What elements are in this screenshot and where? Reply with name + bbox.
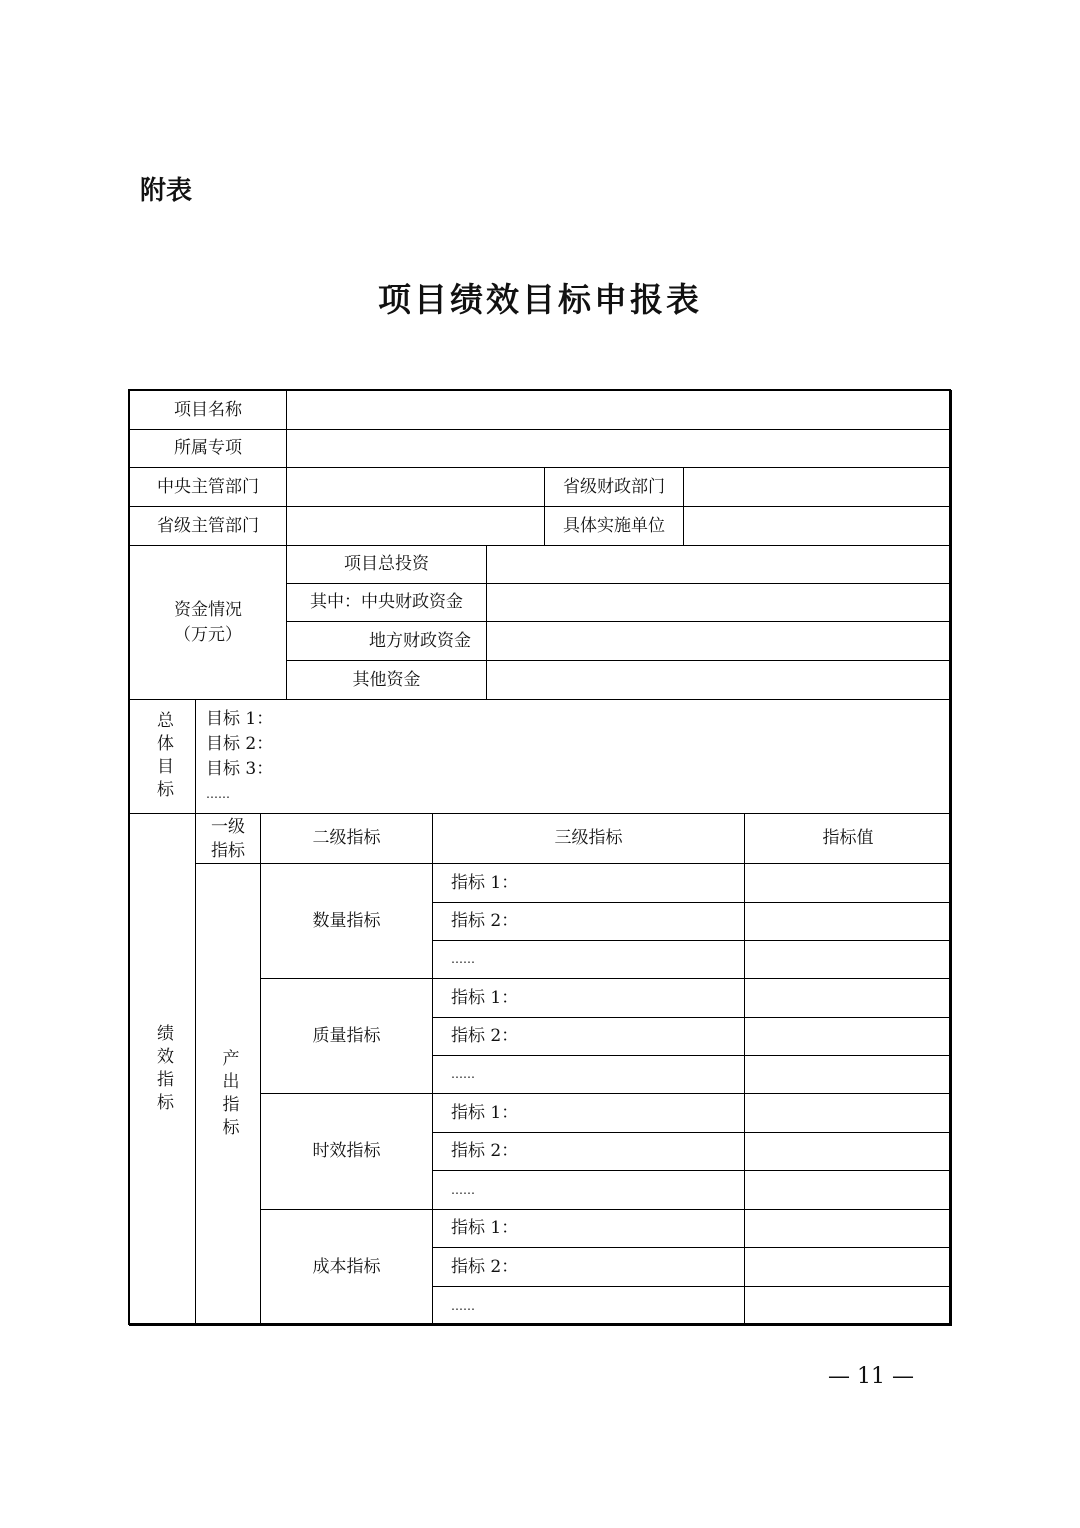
label-local-funds: 地方财政资金 (286, 621, 487, 661)
indicator-item: 指标 1： (432, 978, 745, 1018)
group-quantity: 数量指标 (260, 863, 433, 979)
field-prov-finance-dept[interactable] (683, 467, 952, 507)
header-level2: 二级指标 (260, 813, 433, 864)
indicator-item: 指标 2： (432, 1247, 745, 1287)
label-project-name: 项目名称 (129, 390, 287, 430)
header-level3: 三级指标 (432, 813, 745, 864)
page-number: — 11 — (828, 1364, 914, 1389)
value-field[interactable] (744, 1247, 952, 1287)
value-field[interactable] (744, 902, 952, 941)
label-central-funds: 其中：中央财政资金 (286, 583, 487, 622)
group-quality: 质量指标 (260, 978, 433, 1094)
value-field[interactable] (744, 1209, 952, 1248)
value-field[interactable] (744, 863, 952, 903)
page-title: 项目绩效目标申报表 (378, 280, 702, 319)
indicator-item: …… (432, 1055, 745, 1094)
indicator-item: 指标 1： (432, 1093, 745, 1133)
field-local-funds[interactable] (486, 621, 952, 661)
group-cost: 成本指标 (260, 1209, 433, 1326)
field-special-item[interactable] (286, 429, 952, 468)
label-prov-finance-dept: 省级财政部门 (544, 467, 684, 507)
label-output-indicators: 产出指标 (195, 863, 261, 1326)
field-impl-unit[interactable] (683, 506, 952, 546)
indicator-item: 指标 1： (432, 863, 745, 903)
label-funding (129, 545, 287, 700)
goal-3: 目标 3： (206, 758, 274, 779)
appendix-label: 附表 (140, 176, 193, 206)
indicator-item: …… (432, 940, 745, 979)
label-other-funds: 其他资金 (286, 660, 487, 700)
goal-more: …… (206, 786, 230, 801)
value-field[interactable] (744, 1093, 952, 1133)
header-level1: 一级指标 (195, 813, 261, 864)
funding-label-line1: 资金情况 (174, 599, 242, 620)
funding-label-line2: （万元） (174, 624, 242, 645)
label-overall-goals: 总体目标 (129, 699, 196, 814)
value-field[interactable] (744, 1055, 952, 1094)
label-total-investment: 项目总投资 (286, 545, 487, 584)
value-field[interactable] (744, 1017, 952, 1056)
goal-1: 目标 1： (206, 708, 274, 729)
indicator-item: 指标 2： (432, 902, 745, 941)
performance-target-table (128, 389, 951, 1325)
goal-2: 目标 2： (206, 733, 274, 754)
group-timeliness: 时效指标 (260, 1093, 433, 1210)
value-field[interactable] (744, 1286, 952, 1326)
indicator-item: …… (432, 1286, 745, 1326)
field-central-funds[interactable] (486, 583, 952, 622)
value-field[interactable] (744, 978, 952, 1018)
label-impl-unit: 具体实施单位 (544, 506, 684, 546)
field-project-name[interactable] (286, 390, 952, 430)
field-prov-dept[interactable] (286, 506, 545, 546)
field-total-investment[interactable] (486, 545, 952, 584)
field-other-funds[interactable] (486, 660, 952, 700)
value-field[interactable] (744, 1170, 952, 1210)
field-overall-goals[interactable] (195, 699, 952, 814)
indicator-item: 指标 1： (432, 1209, 745, 1248)
label-central-dept: 中央主管部门 (129, 467, 287, 507)
label-performance: 绩效指标 (129, 813, 196, 1326)
indicator-item: 指标 2： (432, 1017, 745, 1056)
indicator-item: 指标 2： (432, 1132, 745, 1171)
value-field[interactable] (744, 1132, 952, 1171)
indicator-item: …… (432, 1170, 745, 1210)
header-value: 指标值 (744, 813, 952, 864)
label-special-item: 所属专项 (129, 429, 287, 468)
label-prov-dept: 省级主管部门 (129, 506, 287, 546)
field-central-dept[interactable] (286, 467, 545, 507)
value-field[interactable] (744, 940, 952, 979)
